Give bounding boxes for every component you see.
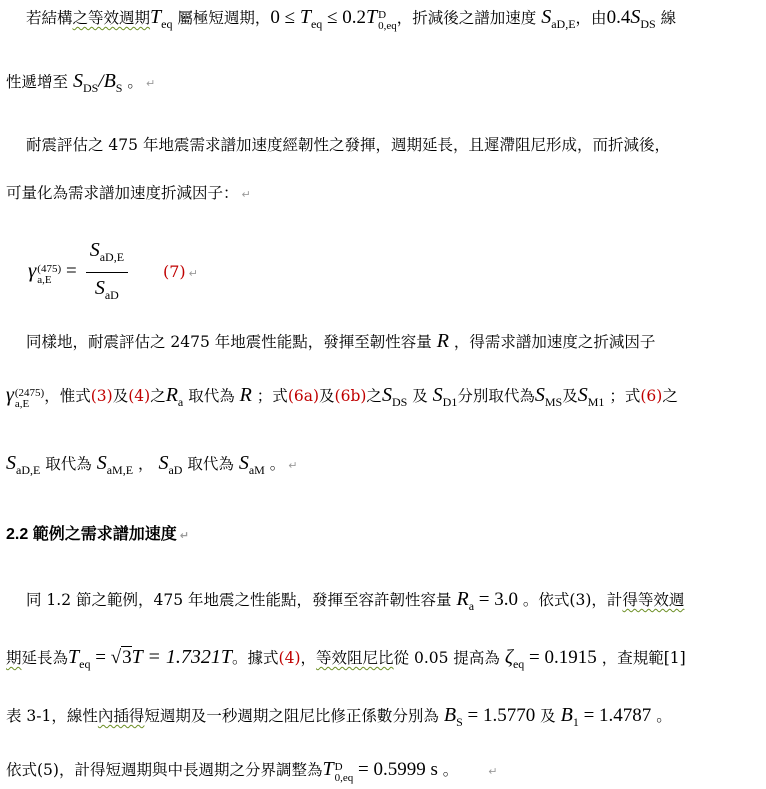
paragraph-mark: ↵ <box>179 529 189 542</box>
p4-line1: 同 1.2 節之範例，475 年地震之性能點，發揮至容許韌性容量 $R_a = 3.0$ 。依式(3)，計得等效週 <box>26 588 685 613</box>
paragraph-mark: ↵ <box>241 188 251 201</box>
p1-line1 <box>26 6 676 35</box>
paragraph-mark: ↵ <box>288 459 298 472</box>
math-gamma-2475: γ (2475) a,E <box>6 384 45 410</box>
p2-line1: 耐震評估之 475 年地震需求譜加速度經韌性之發揮，週期延長，且遲滯阻尼形成，而折減後， <box>26 136 670 154</box>
text: 。 <box>127 73 143 91</box>
text: ，折減後之譜加速度 <box>396 9 537 27</box>
p3-line3: $S_{aD,E}$ 取代為 $S_{aM,E}$ ， $S_{aD}$ 取代為 $S_{aM}$ 。 ↵ <box>6 452 298 477</box>
math-SDS-BS: $S_{DS}/B_S$ <box>72 70 123 95</box>
paragraph-mark: ↵ <box>145 77 156 90</box>
math-gamma: γ (475) a,E <box>28 257 62 286</box>
paragraph-mark: ↵ <box>488 765 498 778</box>
equation-number: (7) <box>162 261 186 281</box>
text: 線 <box>660 9 677 27</box>
math-R: R <box>436 330 449 352</box>
math-range: $0 \le T_{eq} \le 0.2T$ D 0,eq <box>270 6 397 32</box>
p3-line1: 同樣地，耐震評估之 2475 年地震性能點，發揮至韌性容量 R ，得需求譜加速度之折減因子 <box>26 330 656 352</box>
text: 屬極短週期， <box>172 9 271 27</box>
p2-line2: 可量化為需求譜加速度折減因子： ↵ <box>6 184 251 202</box>
paragraph-mark: ↵ <box>188 266 198 280</box>
text: ，由 <box>575 9 607 27</box>
text: 若結構 <box>26 9 73 27</box>
text: 性遞增至 <box>6 73 69 91</box>
math-Ra: $R_a$ <box>165 384 184 409</box>
fraction: $\frac{S_{aD,E}}{S_{aD}}$ <box>86 236 128 309</box>
math-SDS: $S_{DS}$ <box>630 6 656 31</box>
math-04: 0.4 <box>606 7 631 28</box>
equals: = <box>66 260 77 282</box>
equation-7 <box>28 236 198 309</box>
p1-line2 <box>6 70 155 99</box>
p4-line2: 期延長為$T_{eq} = √3T = 1.7321T$。據式(4)，等效阻尼比從 0.05 提高為 $\zeta_{eq} = 0.1915$ ，查規範[1] <box>6 646 686 671</box>
p3-line2: γ (2475) a,E ，惟式(3)及(4)之$R_a$ 取代為 R ；式(6a)及(6b)之$S_{DS}$ 及 $S_{D1}$分別取代為$S_{MS}$及$S_{M1}$ ；式(6)之 <box>6 384 678 410</box>
p4-line4: 依式(5)，計得短週期與中長週期之分界調整為T D 0,eq = 0.5999 s 。 ↵ <box>6 758 498 784</box>
section-heading: 2.2 範例之需求譜加速度 ↵ <box>6 526 189 543</box>
p4-line3: 表 3-1，線性內插得短週期及一秒週期之阻尼比修正係數分別為 $B_S = 1.5770$ 及 $B_1 = 1.4787$ 。 <box>6 704 672 729</box>
math-SaDE: $S_{aD,E}$ <box>541 6 576 31</box>
math-T: $T_{eq}$ <box>150 6 173 31</box>
text: 之等效週期 <box>72 9 151 27</box>
